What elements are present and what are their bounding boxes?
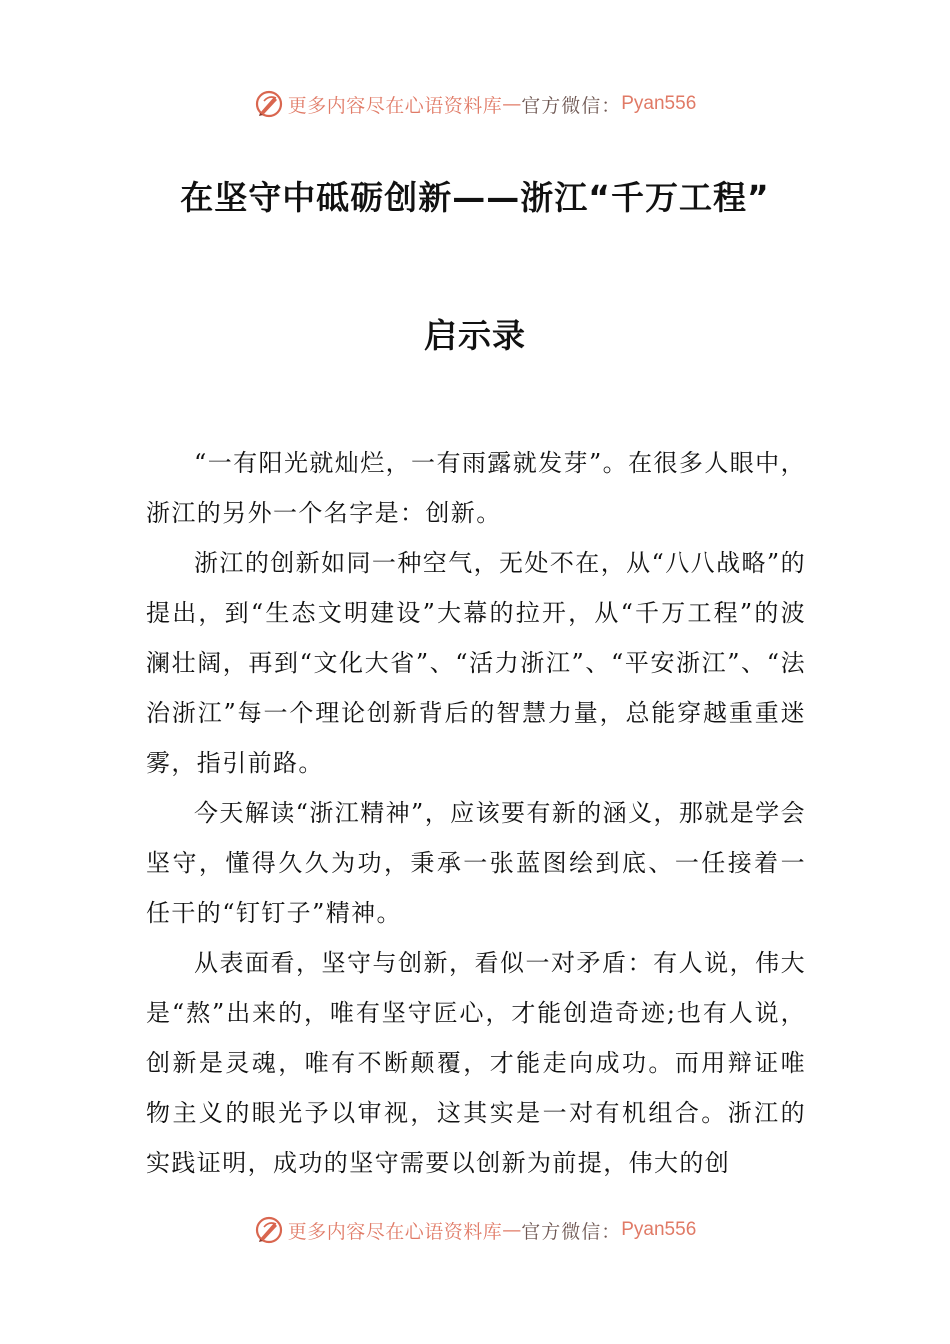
pen-logo-icon: [254, 1215, 284, 1245]
banner-wechat-label: 官方微信：: [521, 94, 622, 117]
banner-wechat-label: 官方微信：: [521, 1220, 622, 1243]
banner-separator: —: [502, 93, 522, 115]
footer-banner: [0, 1212, 950, 1248]
document-title-line2: 启示录: [424, 316, 526, 355]
document-body: [146, 438, 806, 1188]
banner-wechat-id: Pyan556: [621, 93, 697, 114]
pen-logo-icon: [254, 89, 284, 119]
document-title-line1: 在坚守中砥砺创新——浙江“千万工程”: [180, 178, 770, 217]
banner-separator: —: [502, 1219, 522, 1241]
banner-wechat-id: Pyan556: [621, 1219, 697, 1240]
paragraph-4: 从表面看，坚守与创新，看似一对矛盾：有人说，伟大是“熬”出来的，唯有坚守匠心，才能创造奇迹;也有人说，创新是灵魂，唯有不断颠覆，才能走向成功。而用辩证唯物主义的眼光予以审视，这其实是一对有机组合。浙江的实践证明，成功的坚守需要以创新为前提，伟大的创: [146, 949, 806, 1177]
header-banner: [0, 86, 950, 122]
paragraph-1: “一有阳光就灿烂，一有雨露就发芽”。在很多人眼中，浙江的另外一个名字是：创新。: [146, 449, 806, 527]
banner-site-text: 更多内容尽在心语资料库: [287, 1220, 503, 1243]
banner-site-text: 更多内容尽在心语资料库: [287, 94, 503, 117]
paragraph-3: 今天解读“浙江精神”，应该要有新的涵义，那就是学会坚守，懂得久久为功，秉承一张蓝图绘到底、一任接着一任干的“钉钉子”精神。: [146, 799, 806, 927]
paragraph-2: 浙江的创新如同一种空气，无处不在，从“八八战略”的提出，到“生态文明建设”大幕的拉开，从“千万工程”的波澜壮阔，再到“文化大省”、“活力浙江”、“平安浙江”、“法治浙江”每一个理论创新背后的智慧力量，总能穿越重重迷雾，指引前路。: [146, 549, 806, 777]
